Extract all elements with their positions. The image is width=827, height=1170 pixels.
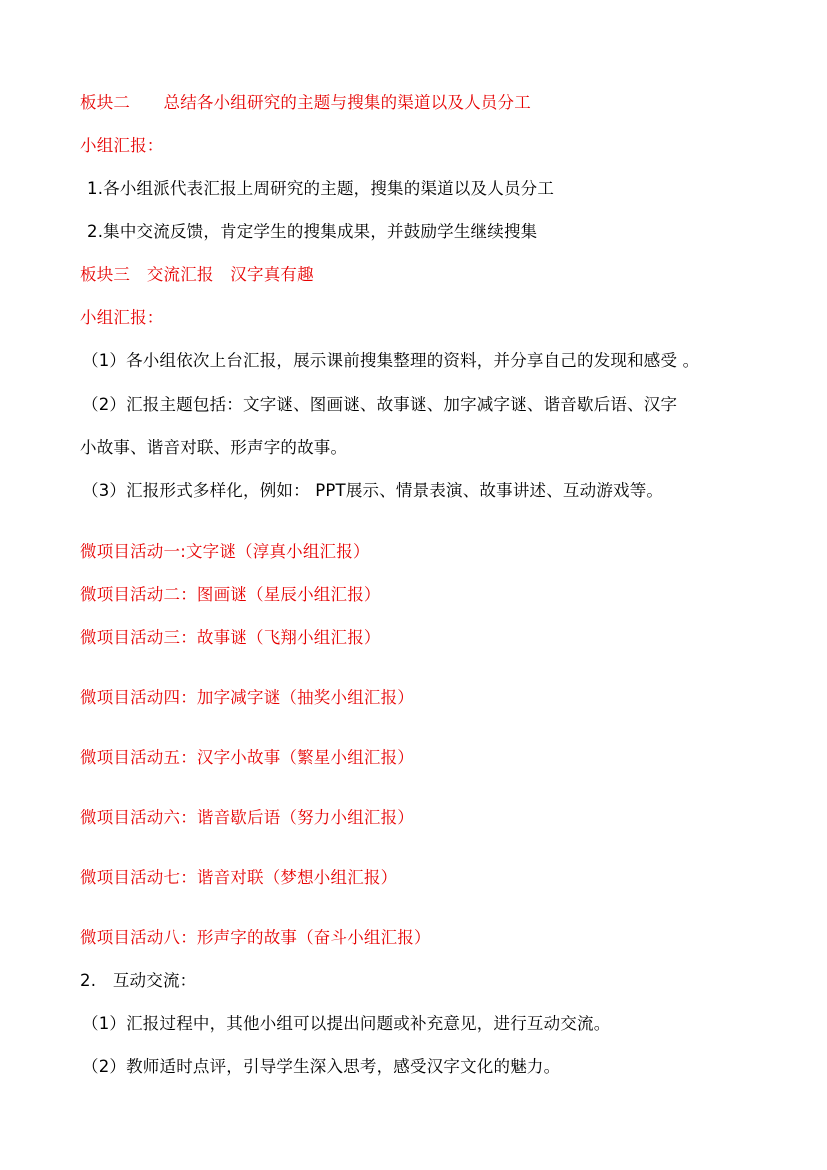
activity-heading: 微项目活动三：故事谜（飞翔小组汇报）	[80, 628, 381, 647]
activity-heading: 微项目活动一:文字谜（淳真小组汇报）	[80, 542, 370, 561]
list-item: （1）各小组依次上台汇报，展示课前搜集整理的资料，并分享自己的发现和感受 。	[82, 351, 700, 370]
subheading-group-report: 小组汇报：	[80, 308, 164, 327]
activity-heading: 微项目活动八：形声字的故事（奋斗小组汇报）	[80, 928, 431, 947]
list-item: （2）汇报主题包括：文字谜、图画谜、故事谜、加字减字谜、谐音歇后语、汉字	[82, 395, 678, 414]
list-item: （1）汇报过程中，其他小组可以提出问题或补充意见，进行互动交流。	[82, 1014, 611, 1033]
subheading-group-report: 小组汇报：	[80, 136, 164, 155]
activity-heading: 微项目活动六：谐音歇后语（努力小组汇报）	[80, 808, 414, 827]
list-item: （3）汇报形式多样化，例如： PPT展示、情景表演、故事讲述、互动游戏等。	[82, 481, 664, 500]
activity-heading: 微项目活动五：汉字小故事（繁星小组汇报）	[80, 748, 414, 767]
activity-heading: 微项目活动七：谐音对联（梦想小组汇报）	[80, 868, 398, 887]
section-heading-block-3: 板块三 交流汇报 汉字真有趣	[80, 265, 314, 284]
section-heading-interaction: 2. 互动交流：	[80, 971, 197, 990]
list-item-continuation: 小故事、谐音对联、形声字的故事。	[80, 438, 348, 457]
list-item: 1.各小组派代表汇报上周研究的主题，搜集的渠道以及人员分工	[87, 179, 555, 198]
list-item: 2.集中交流反馈，肯定学生的搜集成果，并鼓励学生继续搜集	[87, 222, 538, 241]
section-heading-block-2: 板块二 总结各小组研究的主题与搜集的渠道以及人员分工	[80, 93, 531, 112]
list-item: （2）教师适时点评，引导学生深入思考，感受汉字文化的魅力。	[82, 1057, 561, 1076]
activity-heading: 微项目活动四：加字减字谜（抽奖小组汇报）	[80, 688, 414, 707]
activity-heading: 微项目活动二：图画谜（星辰小组汇报）	[80, 585, 381, 604]
